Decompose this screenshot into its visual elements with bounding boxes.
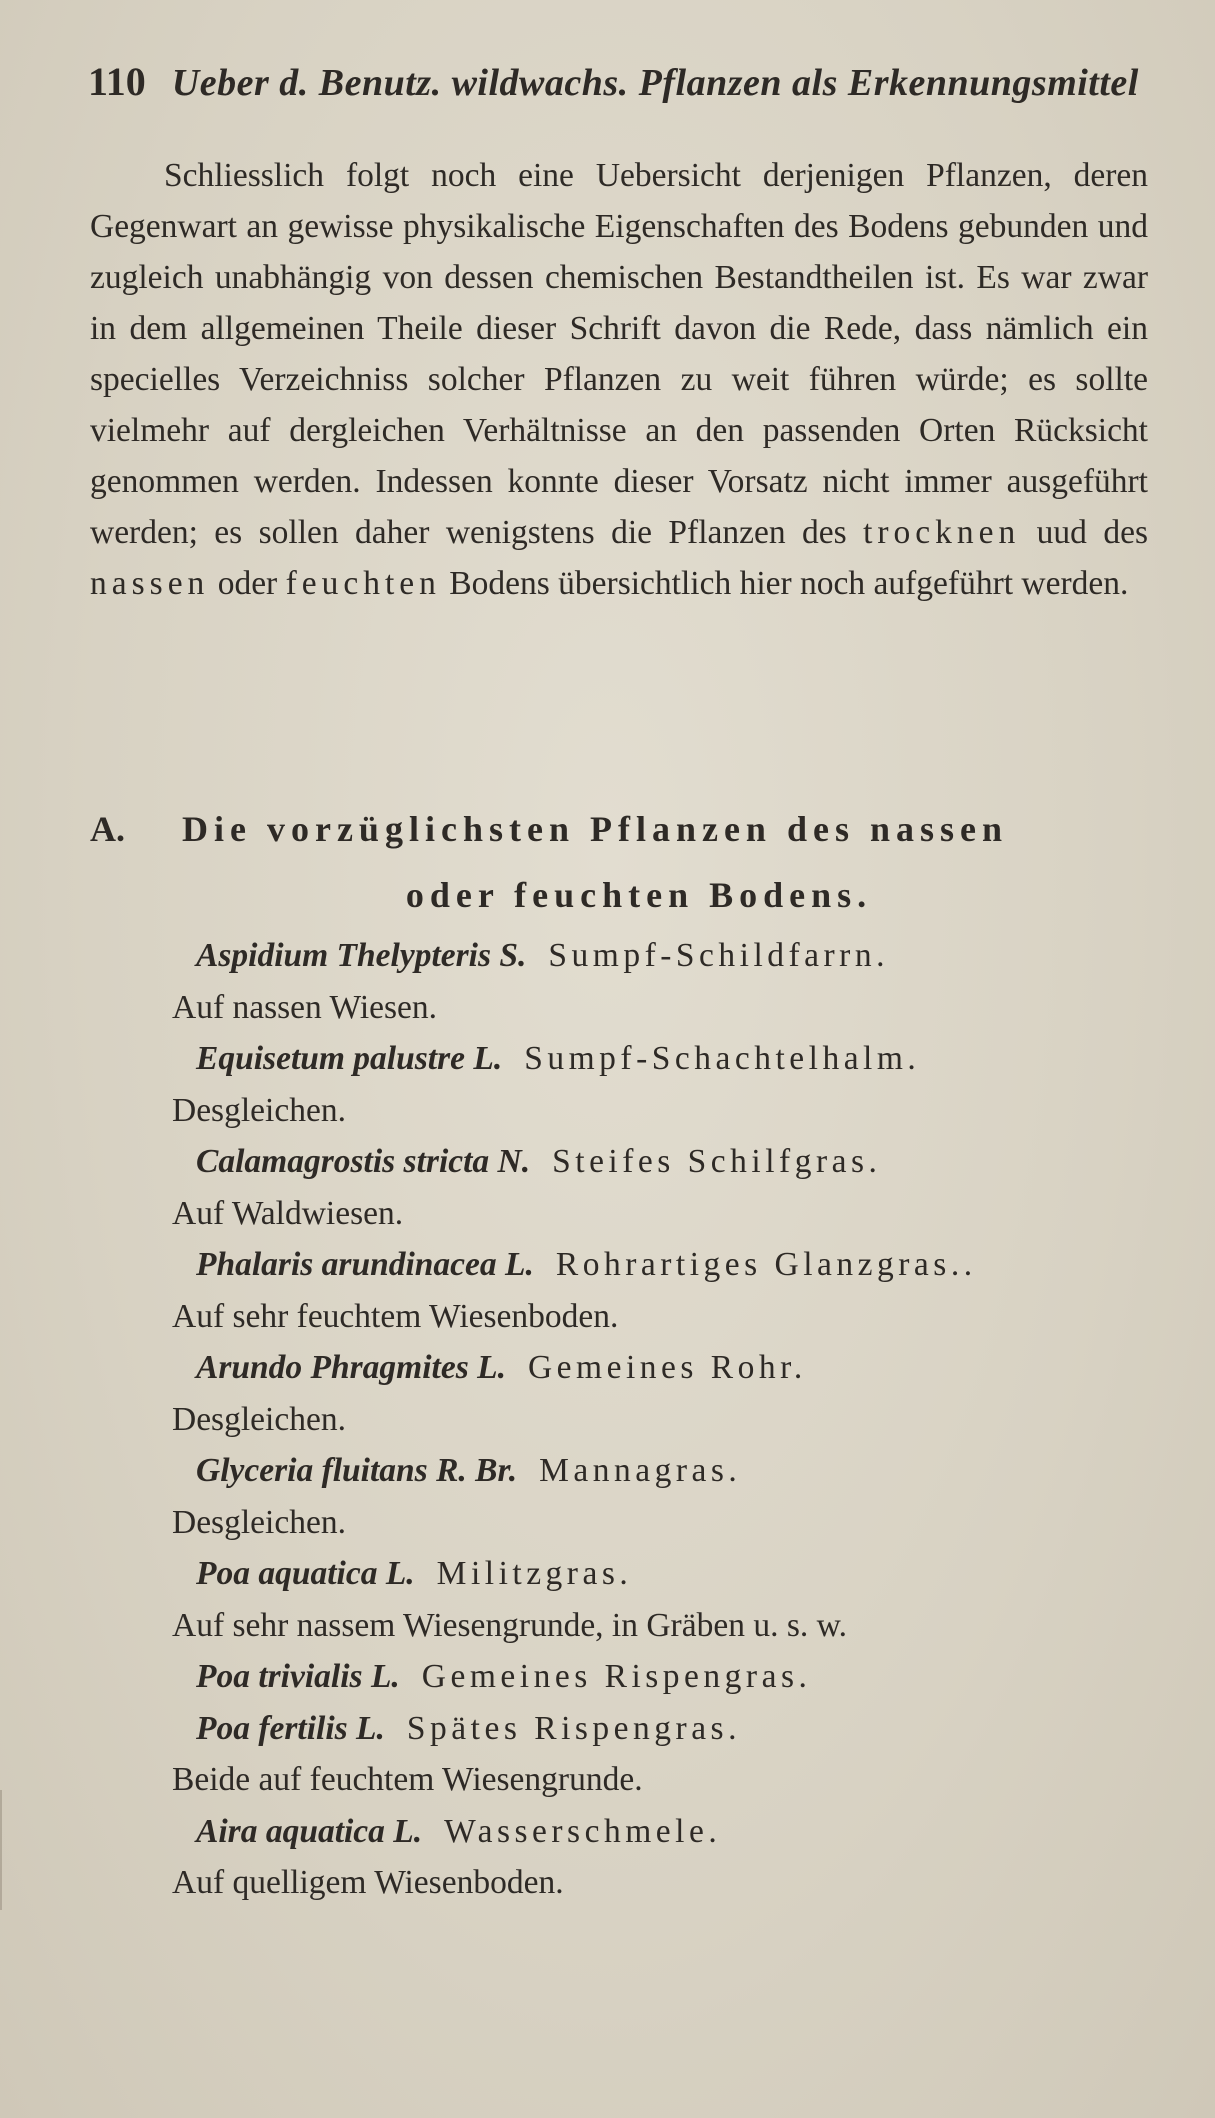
section-heading (90, 796, 1148, 928)
habitat: Auf sehr feuchtem Wiesenboden. (172, 1297, 619, 1335)
habitat: Auf quelligem Wiesenboden. (172, 1864, 564, 1901)
list-item (172, 1703, 1152, 1806)
latin-name: Phalaris arundinacea L. (196, 1246, 534, 1283)
common-name: Steifes Schilfgras. (552, 1143, 882, 1180)
list-item (172, 1806, 1152, 1909)
page-header (88, 58, 1148, 118)
common-name: Mannagras. (539, 1452, 742, 1489)
list-item (172, 930, 1152, 1033)
intro-text (90, 150, 1148, 609)
common-name: Sumpf-Schildfarrn. (548, 937, 889, 974)
common-name: Spätes Rispengras. (406, 1709, 741, 1747)
intro-text-mid: uud des (1020, 514, 1148, 551)
intro-paragraph (90, 150, 1148, 609)
habitat: Desgleichen. (172, 1400, 346, 1438)
latin-name: Aspidium Thelypteris S. (196, 937, 527, 974)
latin-name: Poa fertilis L. (196, 1709, 385, 1747)
list-item (172, 1136, 1152, 1239)
common-name: Wasserschmele. (444, 1812, 722, 1850)
habitat: Desgleichen. (172, 1503, 346, 1541)
list-item (172, 1342, 1152, 1445)
common-name: Rohrartiges Glanzgras.. (555, 1246, 977, 1283)
latin-name: Arundo Phragmites L. (196, 1349, 506, 1386)
habitat: Beide auf feuchtem Wiesengrunde. (172, 1761, 643, 1798)
latin-name: Aira aquatica L. (196, 1812, 423, 1850)
habitat: Auf sehr nassem Wiesengrunde, in Gräben u. s. w. (172, 1606, 848, 1644)
page-number: 110 (88, 59, 146, 104)
latin-name: Poa trivialis L. (196, 1658, 400, 1695)
latin-name: Poa aquatica L. (196, 1555, 415, 1592)
section-title-line2: oder feuchten Bodens. (405, 875, 873, 915)
latin-name: Equisetum palustre L. (196, 1040, 503, 1077)
list-item (172, 1445, 1152, 1548)
common-name: Sumpf-Schachtelhalm. (524, 1040, 921, 1077)
section-letter: A. (90, 809, 125, 849)
intro-text-before: Schliesslich folgt noch eine Uebersicht derjenigen Pflanzen, deren Gegenwart an gewisse physikalische Eigenschaften des Bodens gebunden und zugleich unabhängig von dessen chemischen Bestandtheilen ist. Es war zwar in dem allgemeinen Theile dieser Schrift davon die Rede, dass nämlich ein specielles Verzeichniss solcher Pflanzen zu weit führen würde; es sollte vielmehr auf dergleichen Verhältnisse an den passenden Orten Rücksicht genommen werden. Indessen konnte dieser Vorsatz nicht immer ausgeführt werden; es sollen daher wenigstens die Pflanzen des (90, 157, 1148, 551)
habitat: Auf Waldwiesen. (172, 1194, 404, 1232)
intro-text-mid2: oder (209, 565, 286, 602)
common-name: Gemeines Rispengras. (421, 1658, 812, 1695)
running-title: Ueber d. Benutz. wildwachs. Pflanzen als Erkennungsmittel (171, 62, 1139, 104)
intro-spaced-dry: trocknen (863, 514, 1021, 551)
plant-list (172, 930, 1152, 1909)
list-item (172, 1033, 1152, 1136)
common-name: Gemeines Rohr. (527, 1349, 807, 1386)
intro-spaced-wet: nassen (90, 565, 210, 602)
latin-name: Glyceria fluitans R. Br. (196, 1452, 518, 1489)
list-item (172, 1548, 1152, 1651)
habitat: Desgleichen. (172, 1091, 346, 1129)
page-edge-mark (0, 1790, 32, 1910)
latin-name: Calamagrostis stricta N. (196, 1143, 531, 1180)
intro-spaced-damp: feuchten (285, 565, 441, 602)
intro-text-after: Bodens übersichtlich hier noch aufgeführt werden. (440, 565, 1129, 602)
habitat: Auf nassen Wiesen. (172, 988, 438, 1026)
list-item (172, 1651, 1152, 1703)
common-name: Militzgras. (436, 1555, 633, 1592)
section-title-line1: Die vorzüglichsten Pflanzen des nassen (182, 809, 1008, 849)
list-item (172, 1239, 1152, 1342)
